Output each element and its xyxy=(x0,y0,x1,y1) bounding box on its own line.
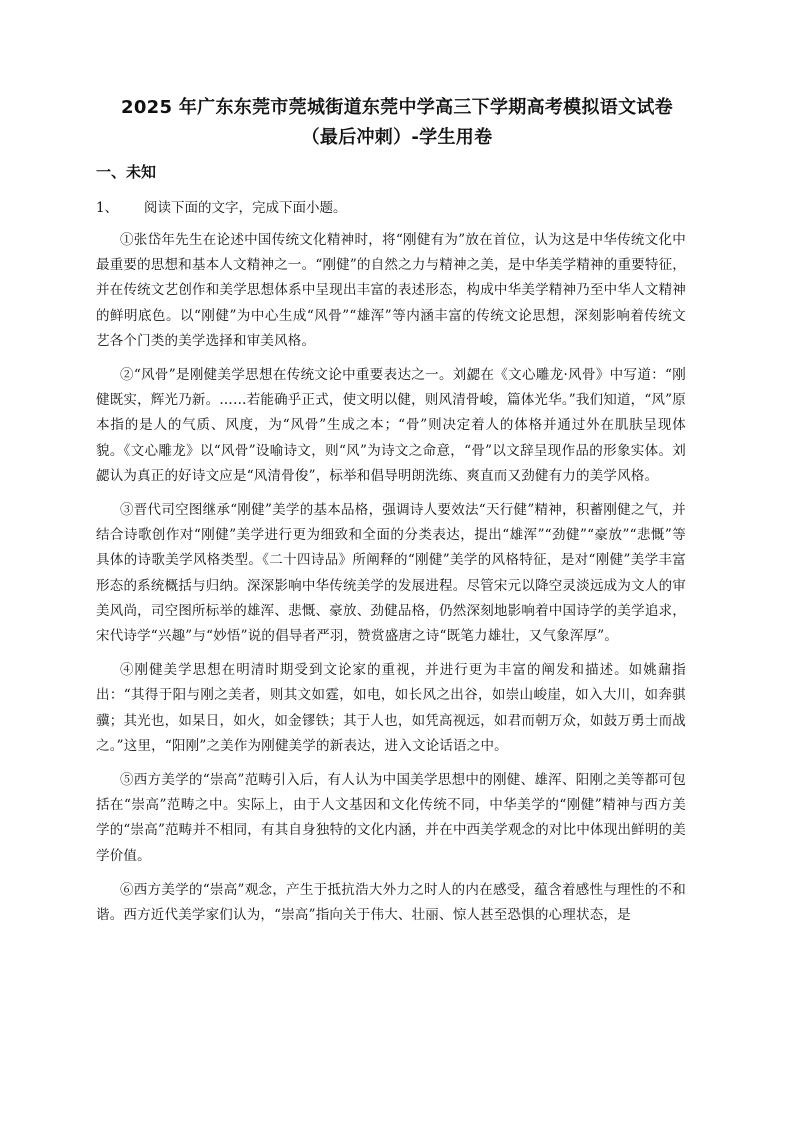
passage-paragraph-5: ⑤西方美学的“崇高”范畴引入后，有人认为中国美学思想中的刚健、雄浑、阳刚之美等都可包括在“崇高”范畴之中。实际上，由于人文基因和文化传统不同，中华美学的“刚健”精神与西方美学的“崇高”范畴并不相同，有其自身独特的文化内涵，并在中西美学观念的对比中体现出鲜明的美学价值。 xyxy=(96,772,686,864)
passage-paragraph-1: ①张岱年先生在论述中国传统文化精神时，将“刚健有为”放在首位，认为这是中华传统文化中最重要的思想和基本人文精神之一。“刚健”的自然之力与精神之美，是中华美学精神的重要特征，并在传统文艺创作和美学思想体系中呈现出丰富的表述形态，构成中华美学精神乃至中华人文精神的鲜明底色。以“刚健”为中心生成“风骨”“雄浑”等内涵丰富的传统文论思想，深刻影响着传统文艺各个门类的美学选择和审美风格。 xyxy=(96,232,686,349)
passage-paragraph-3: ③晋代司空图继承“刚健”美学的基本品格，强调诗人要效法“天行健”精神，积蓄刚健之气，并结合诗歌创作对“刚健”美学进行更为细致和全面的分类表达，提出“雄浑”“劲健”“豪放”“悲慨”等具体的诗歌美学风格类型。《二十四诗品》所阐释的“刚健”美学的风格特征，是对“刚健”美学丰富形态的系统概括与归纳。深深影响中华传统美学的发展进程。尽管宋元以降空灵淡远成为文人的审美风尚，司空图所标举的雄浑、悲慨、豪放、劲健品格，仍然深刻地影响着中国诗学的美学追求，宋代诗学“兴趣”与“妙悟”说的倡导者严羽，赞赏盛唐之诗“既笔力雄壮，又气象浑厚”。 xyxy=(96,502,686,645)
passage-paragraph-2: ②“风骨”是刚健美学思想在传统文论中重要表达之一。刘勰在《文心雕龙·风骨》中写道：“刚健既实，辉光乃新。……若能确乎正式，使文明以健，则风清骨峻，篇体光华。”我们知道，“风”原本指的是人的气质、风度，为“风骨”生成之本；“骨”则决定着人的体格并通过外在肌肤呈现体貌。《文心雕龙》以“风骨”设喻诗文，则“风”为诗文之命意，“骨”以文辞呈现作品的形象实体。刘勰认为真正的好诗文应是“风清骨俊”，标举和倡导明朗洗练、爽直而又劲健有力的美学风格。 xyxy=(96,367,686,484)
reading-passage xyxy=(96,228,686,937)
document-title-line-2: （最后冲刺）-学生用卷 xyxy=(301,127,493,148)
section-heading: 一、未知 xyxy=(96,163,157,181)
document-title-line-1: 2025 年广东东莞市莞城街道东莞中学高三下学期高考模拟语文试卷 xyxy=(121,97,673,118)
question-number: 1、 xyxy=(96,200,119,216)
question-prompt xyxy=(96,196,347,220)
question-instruction: 阅读下面的文字，完成下面小题。 xyxy=(144,200,347,216)
passage-paragraph-4: ④刚健美学思想在明清时期受到文论家的重视，并进行更为丰富的阐发和描述。如姚鼐指出：“其得于阳与刚之美者，则其文如霆，如电，如长风之出谷，如崇山峻崖，如入大川，如奔骐骥；其光也，如杲日，如火，如金镠铁；其于人也，如凭高视远，如君而朝万众，如鼓万勇士而战之。”这里，“阳刚”之美作为刚健美学的新表达，进入文论话语之中。 xyxy=(96,662,686,754)
passage-paragraph-6: ⑥西方美学的“崇高”观念，产生于抵抗浩大外力之时人的内在感受，蕴含着感性与理性的不和谐。西方近代美学家们认为，“崇高”指向关于伟大、壮丽、惊人甚至恐惧的心理状态，是 xyxy=(96,881,686,924)
